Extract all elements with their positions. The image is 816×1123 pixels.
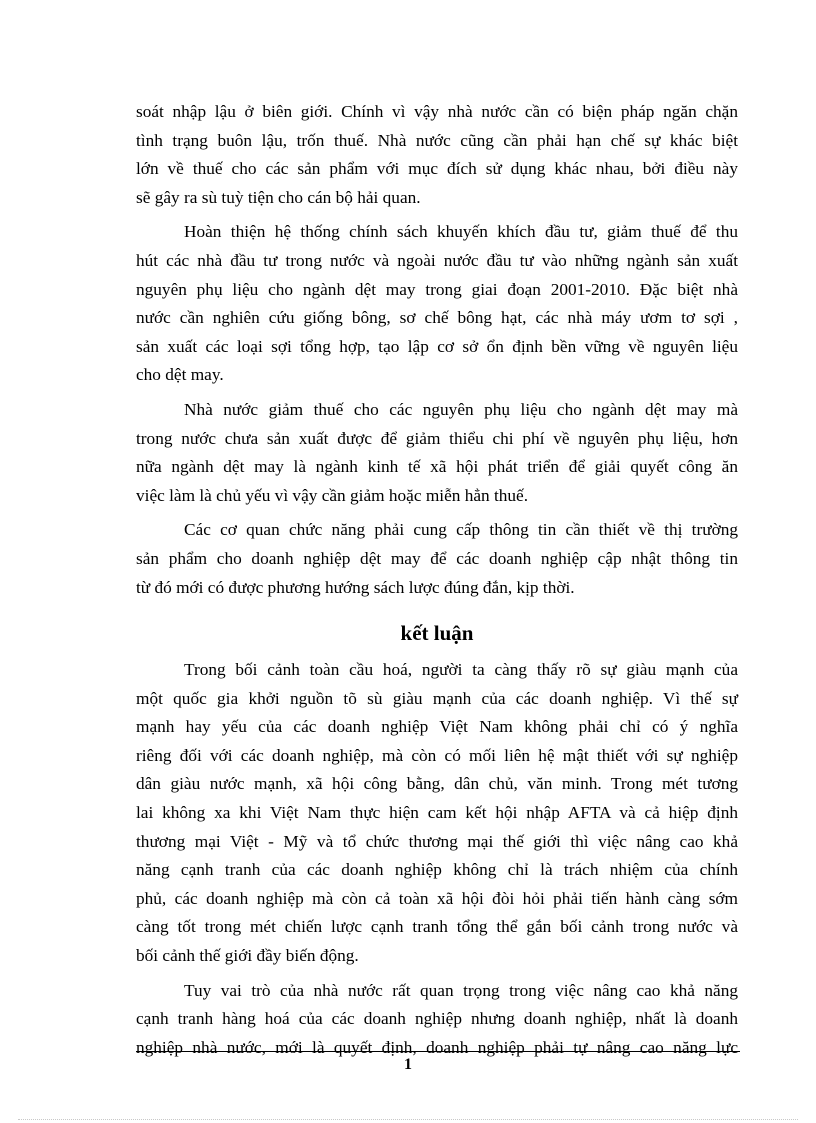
text-line: một quốc gia khởi nguồn tõ sù giàu mạnh của các doanh nghiệp. Vì thế sự — [136, 688, 738, 708]
text-line: phủ, các doanh nghiệp mà còn cả toàn xã hội đòi hỏi phải tiến hành càng sớm — [136, 888, 738, 908]
page-edge-dotted-line — [18, 1119, 798, 1120]
paragraph — [136, 218, 738, 390]
section-heading: kết luận — [400, 621, 474, 646]
text-line: sản xuất các loại sợi tổng hợp, tạo lập cơ sở ổn định bền vững về nguyên liệu — [136, 336, 738, 356]
body-text — [136, 98, 738, 1068]
text-line: việc làm là chủ yếu vì vậy cần giảm hoặc miễn hẳn thuế. — [136, 485, 529, 505]
text-line: Trong bối cảnh toàn cầu hoá, người ta càng thấy rõ sự giàu mạnh của — [184, 660, 738, 680]
page-number: 1 — [404, 1056, 412, 1073]
text-line: sản phẩm cho doanh nghiệp dệt may để các doanh nghiệp cập nhật thông tin — [136, 548, 738, 568]
text-line: mạnh hay yếu của các doanh nghiệp Việt Nam không phải chỉ có ý nghĩa — [136, 717, 738, 737]
text-line: sẽ gây ra sù tuỳ tiện cho cán bộ hải quan. — [136, 187, 421, 207]
footer-divider — [136, 1051, 740, 1052]
text-line: nước cần nghiên cứu giống bông, sơ chế bông hạt, các nhà máy ươm tơ sợi , — [136, 308, 738, 328]
text-line: từ đó mới có được phương hướng sách lược đúng đắn, kịp thời. — [136, 577, 575, 597]
text-line: tình trạng buôn lậu, trốn thuế. Nhà nước cũng cần phải hạn chế sự khác biệt — [136, 130, 738, 150]
text-line: bối cảnh thế giới đầy biến động. — [136, 946, 359, 966]
text-line: Hoàn thiện hệ thống chính sách khuyến khích đầu tư, giảm thuế để thu — [184, 222, 738, 242]
text-line: cạnh tranh hàng hoá của các doanh nghiệp nhưng doanh nghiệp, nhất là doanh — [136, 1009, 738, 1029]
paragraph — [136, 98, 738, 212]
text-line: Các cơ quan chức năng phải cung cấp thông tin cần thiết về thị trường — [184, 520, 738, 540]
text-line: nghiệp nhà nước, mới là quyết định, doanh nghiệp phải tự nâng cao năng lực — [136, 1037, 738, 1057]
conclusion-paragraph — [136, 977, 738, 1063]
text-line: soát nhập lậu ở biên giới. Chính vì vậy nhà nước cần có biện pháp ngăn chặn — [136, 102, 738, 121]
text-line: năng cạnh tranh của các doanh nghiệp không chỉ là trách nhiệm của chính — [136, 860, 738, 880]
text-line: thương mại Việt - Mỹ và tổ chức thương mại thế giới thì việc nâng cao khả — [136, 831, 738, 851]
text-line: cho dệt may. — [136, 365, 224, 385]
text-line: lai không xa khi Việt Nam thực hiện cam kết hội nhập AFTA và cả hiệp định — [136, 803, 738, 823]
text-line: càng tốt trong mét chiến lược cạnh tranh tổng thể gắn bối cảnh trong nước và — [136, 917, 738, 937]
text-line: riêng đối với các doanh nghiệp, mà còn có mối liên hệ mật thiết với sự nghiệp — [136, 745, 738, 765]
conclusion-paragraph — [136, 656, 738, 971]
text-line: nữa ngành dệt may là ngành kinh tế xã hội phát triển để giải quyết công ăn — [136, 457, 738, 477]
paragraph — [136, 516, 738, 602]
text-line: hút các nhà đầu tư trong nước và ngoài nước đầu tư vào những ngành sản xuất — [136, 250, 738, 270]
text-line: lớn về thuế cho các sản phẩm với mục đích sử dụng khác nhau, bởi điều này — [136, 159, 738, 179]
text-line: trong nước chưa sản xuất được để giảm thiểu chi phí về nguyên phụ liệu, hơn — [136, 428, 738, 448]
paragraph — [136, 396, 738, 510]
text-line: Nhà nước giảm thuế cho các nguyên phụ liệu cho ngành dệt may mà — [184, 399, 738, 419]
text-line: Tuy vai trò của nhà nước rất quan trọng trong việc nâng cao khả năng — [184, 980, 738, 1000]
text-line: dân giàu nước mạnh, xã hội công bằng, dân chủ, văn minh. Trong mét tương — [136, 774, 738, 794]
text-line: nguyên phụ liệu cho ngành dệt may trong giai đoạn 2001-2010. Đặc biệt nhà — [136, 279, 738, 299]
